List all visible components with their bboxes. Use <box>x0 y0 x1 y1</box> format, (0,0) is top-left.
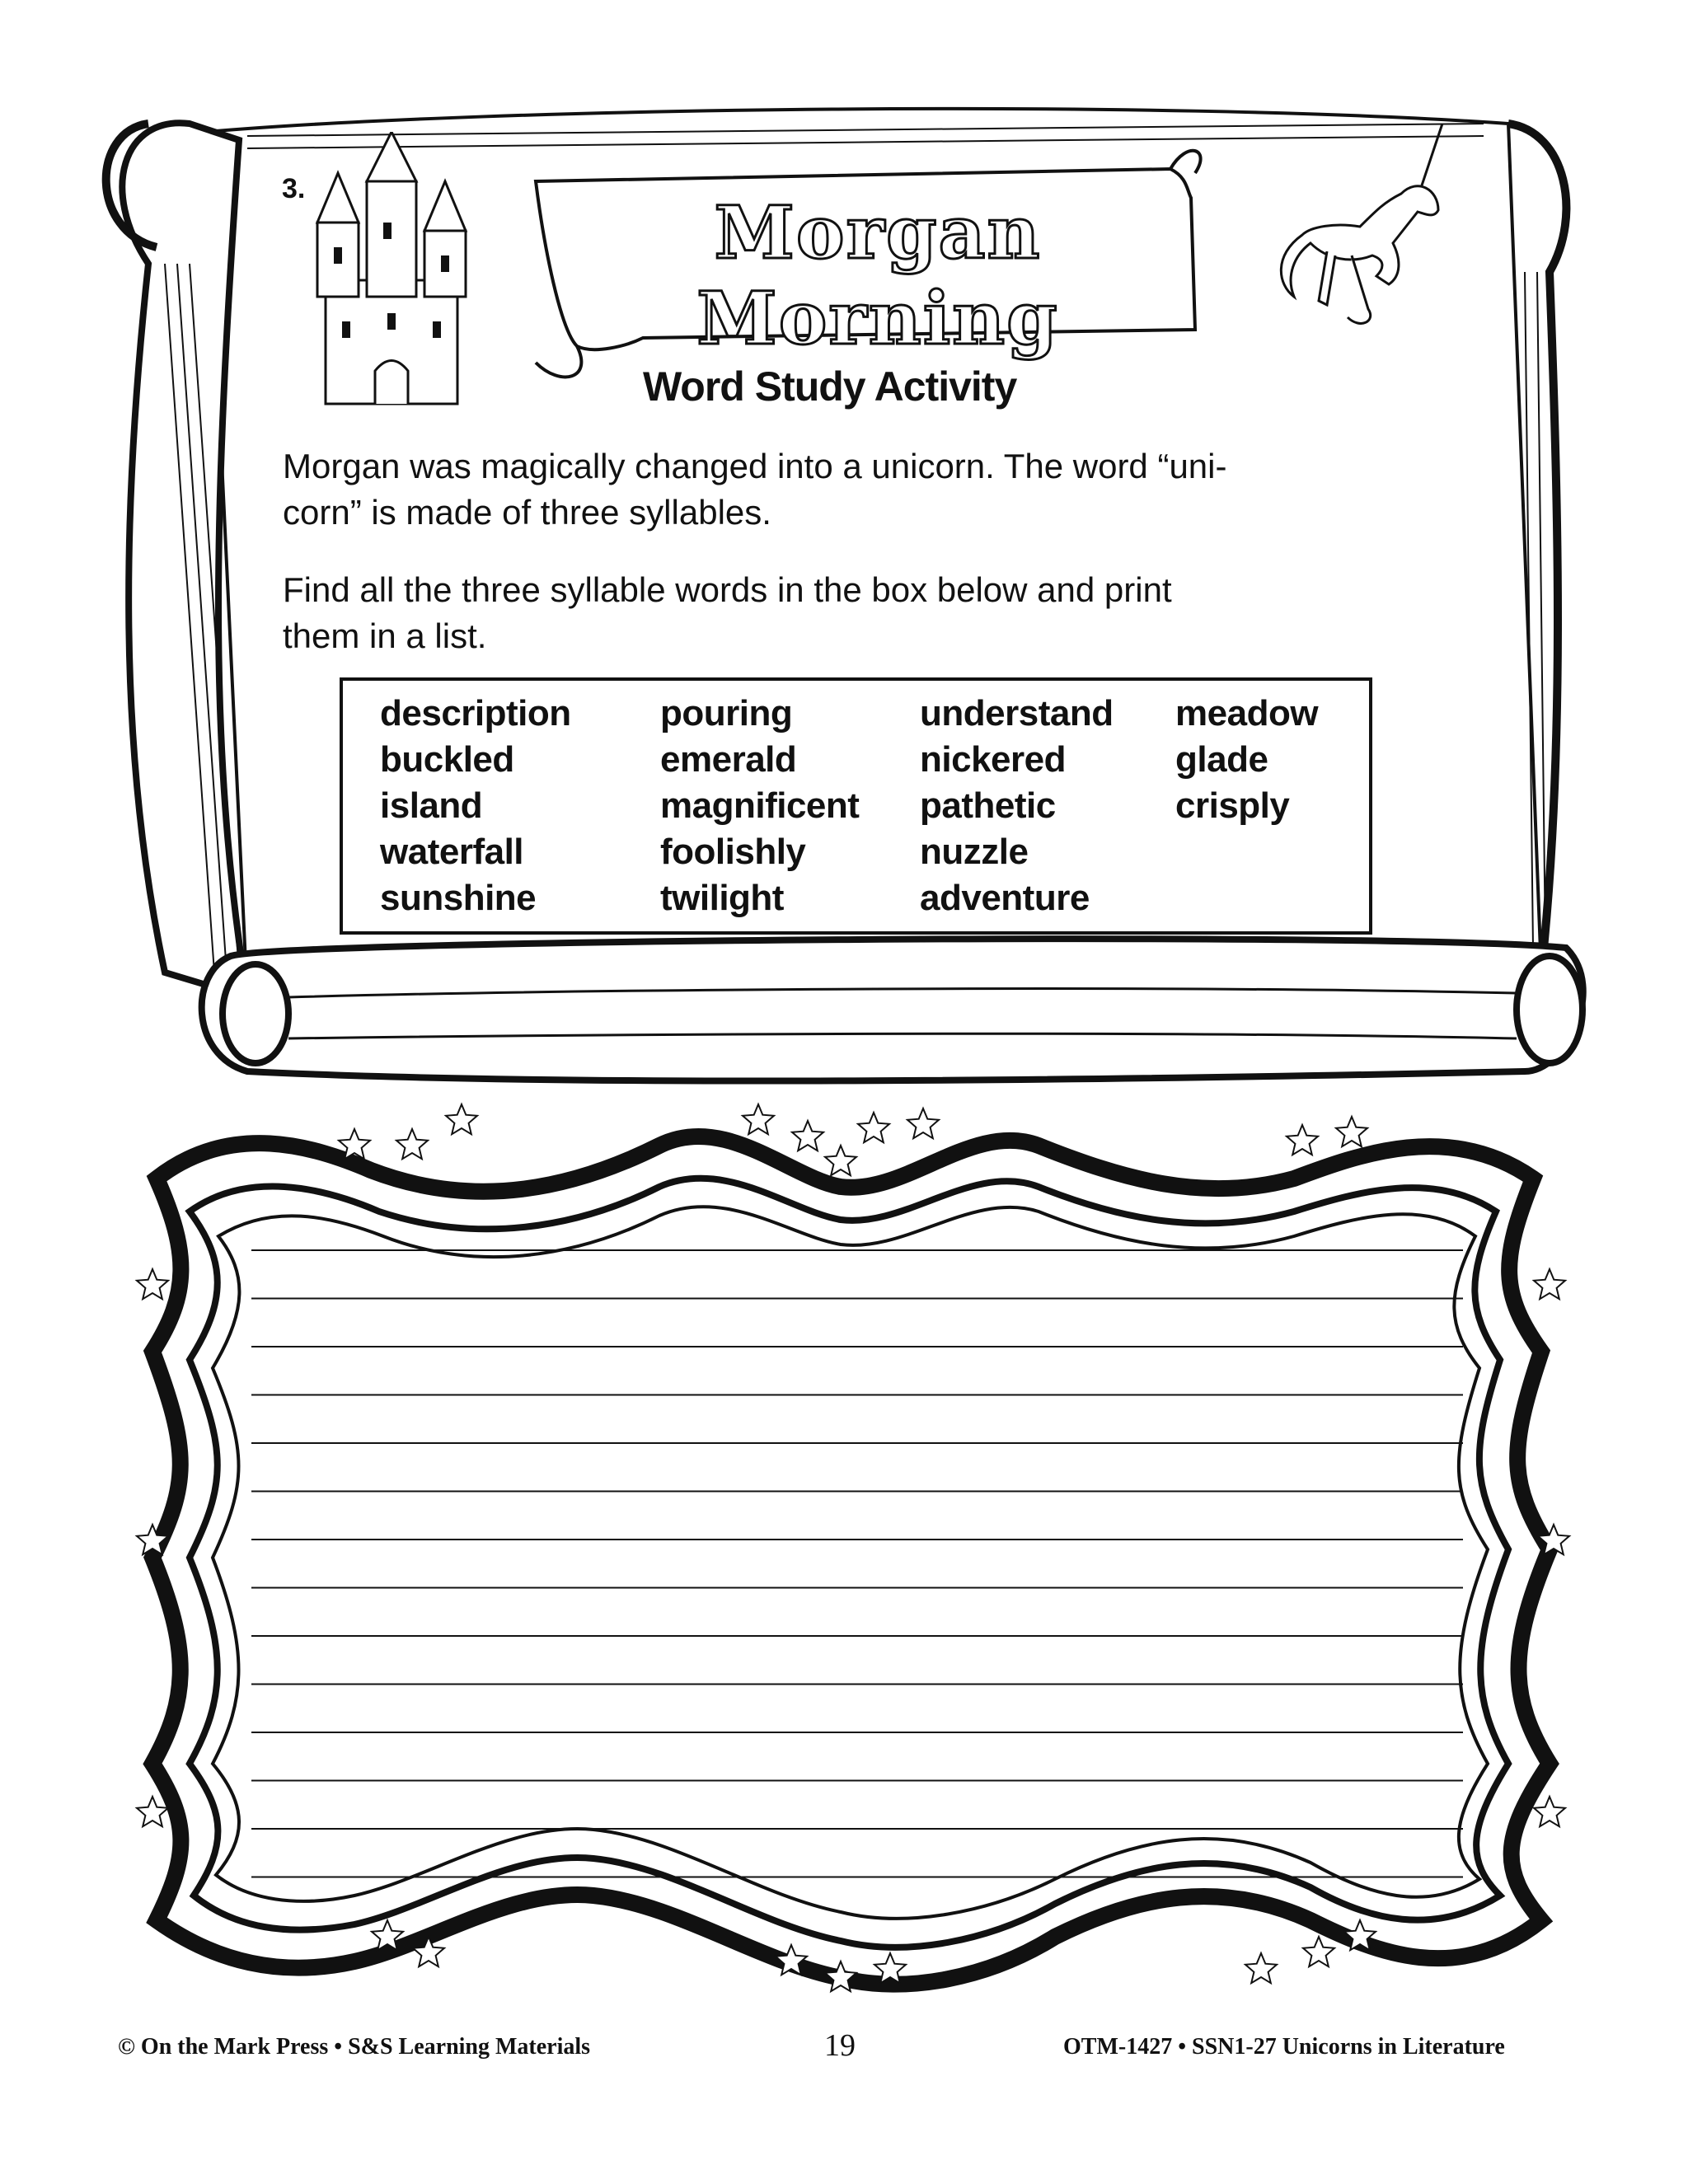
word-item: magnificent <box>660 785 860 826</box>
star-icon <box>1534 1797 1565 1826</box>
word-item: nuzzle <box>920 832 1029 872</box>
word-item: buckled <box>380 739 514 780</box>
word-item: pathetic <box>920 785 1056 826</box>
instruction-line: corn” is made of three syllables. <box>283 493 771 532</box>
instruction-line: Find all the three syllable words in the box below and print <box>283 570 1172 609</box>
word-item: description <box>380 693 571 733</box>
word-item: meadow <box>1175 693 1319 733</box>
star-icon <box>1287 1125 1318 1155</box>
instruction-line: them in a list. <box>283 616 487 655</box>
word-item: adventure <box>920 878 1090 918</box>
word-item: twilight <box>660 878 784 918</box>
footer-product-code: OTM-1427 • SSN1-27 Unicorns in Literature <box>1063 2034 1505 2060</box>
word-item: waterfall <box>380 832 524 872</box>
activity-number: 3. <box>282 173 306 204</box>
star-icon <box>137 1797 168 1826</box>
word-item: island <box>380 785 483 826</box>
word-item: glade <box>1175 739 1268 780</box>
star-icon <box>907 1108 939 1138</box>
star-icon <box>825 1146 856 1175</box>
word-item: crisply <box>1175 785 1290 826</box>
star-icon <box>137 1269 168 1299</box>
word-item: understand <box>920 693 1114 733</box>
footer-publisher: © On the Mark Press • S&S Learning Materials <box>118 2034 591 2060</box>
instruction-line: Morgan was magically changed into a unicorn. The word “uni- <box>283 447 1227 485</box>
word-item: pouring <box>660 693 793 733</box>
writing-lines <box>251 1250 1463 1877</box>
star-icon <box>446 1104 477 1134</box>
star-icon <box>1336 1117 1367 1146</box>
word-item: emerald <box>660 739 797 780</box>
star-decorations <box>137 1104 1569 1991</box>
star-icon <box>1534 1269 1565 1299</box>
star-icon <box>1303 1937 1334 1966</box>
page-number: 19 <box>824 2028 856 2063</box>
star-icon <box>792 1121 823 1151</box>
word-item: sunshine <box>380 878 537 918</box>
star-icon <box>396 1129 428 1159</box>
banner-title: Morgan Morning <box>696 190 1059 361</box>
activity-subtitle: Word Study Activity <box>643 363 1017 410</box>
star-icon <box>858 1113 889 1142</box>
word-item: foolishly <box>660 832 806 872</box>
star-icon <box>1245 1953 1277 1983</box>
star-icon <box>743 1104 774 1134</box>
word-item: nickered <box>920 739 1066 780</box>
